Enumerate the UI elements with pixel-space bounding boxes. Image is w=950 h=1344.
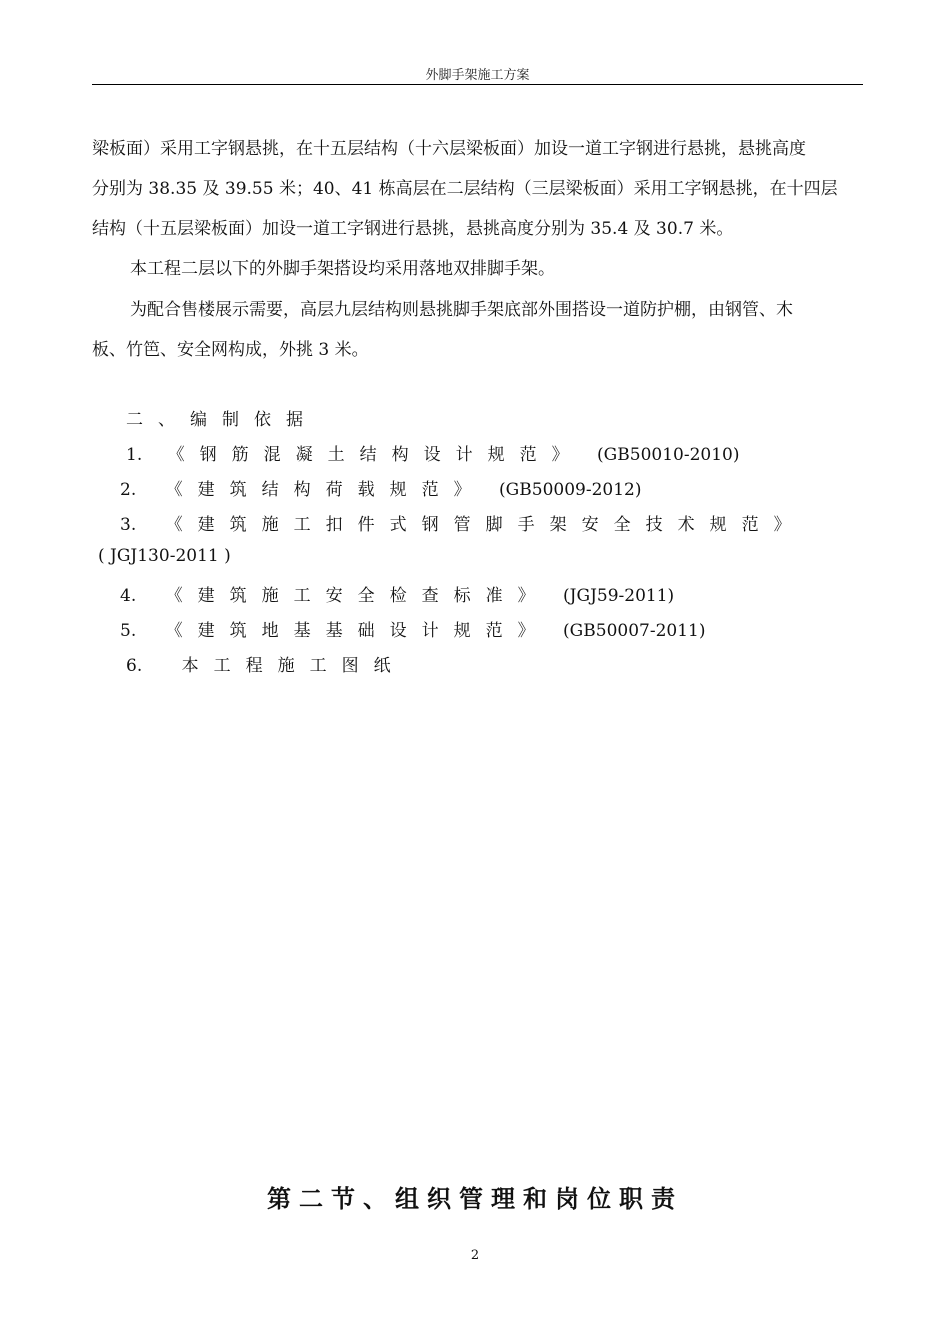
paragraph-cantilever-description	[92, 138, 863, 241]
basis-item	[126, 651, 406, 676]
basis-item	[126, 440, 739, 465]
basis-heading: 二、编制依据	[126, 410, 318, 430]
basis-item-title: 《钢筋混凝土结构设计规范》	[167, 445, 584, 465]
section-title: 第二节、组织管理和岗位职责	[267, 1185, 683, 1213]
basis-item-number: 5.	[120, 621, 137, 641]
text-line: 本工程二层以下的外脚手架搭设均采用落地双排脚手架。	[130, 259, 555, 279]
basis-item-title: 本工程施工图纸	[181, 656, 406, 676]
basis-item-title: 《建筑施工扣件式钢管脚手架安全技术规范》	[165, 515, 806, 535]
text-line: 板、竹笆、安全网构成，外挑 3 米。	[92, 340, 369, 360]
basis-item-code: (GB50010-2010)	[597, 445, 740, 465]
text-line: 结构（十五层梁板面）加设一道工字钢进行悬挑，悬挑高度分别为 35.4 及 30.7 米。	[92, 219, 734, 239]
paragraph-protection-shed	[92, 299, 863, 362]
header-divider	[92, 84, 863, 85]
basis-item	[120, 475, 641, 500]
page-header-title: 外脚手架施工方案	[425, 68, 530, 83]
basis-item-number: 2.	[120, 480, 137, 500]
text-line: 为配合售楼展示需要，高层九层结构则悬挑脚手架底部外围搭设一道防护棚，由钢管、木	[130, 300, 793, 320]
basis-item-code: (JGJ59-2011)	[563, 586, 675, 606]
basis-item-title: 《建筑施工安全检查标准》	[165, 586, 550, 606]
basis-item	[120, 616, 705, 641]
basis-item-code: (GB50007-2011)	[563, 621, 706, 641]
basis-item-number: 3.	[120, 515, 137, 535]
basis-item-code: (GB50009-2012)	[499, 480, 642, 500]
basis-item-title: 《建筑结构荷载规范》	[165, 480, 486, 500]
basis-item-number: 1.	[126, 445, 143, 465]
basis-item-number: 6.	[126, 656, 143, 676]
text-line: 梁板面）采用工字钢悬挑，在十五层结构（十六层梁板面）加设一道工字钢进行悬挑，悬挑高度	[92, 139, 806, 159]
paragraph-ground-scaffold	[130, 258, 863, 281]
basis-item-code: ( JGJ130-2011 )	[98, 546, 231, 566]
basis-item-number: 4.	[120, 586, 137, 606]
basis-item-title: 《建筑地基基础设计规范》	[165, 621, 550, 641]
basis-item	[120, 510, 806, 535]
basis-item	[120, 581, 674, 606]
basis-item-code-continuation	[98, 546, 231, 566]
text-line: 分别为 38.35 及 39.55 米；40、41 栋高层在二层结构（三层梁板面）采用工字钢悬挑，在十四层	[92, 179, 838, 199]
page-number: 2	[470, 1248, 480, 1263]
